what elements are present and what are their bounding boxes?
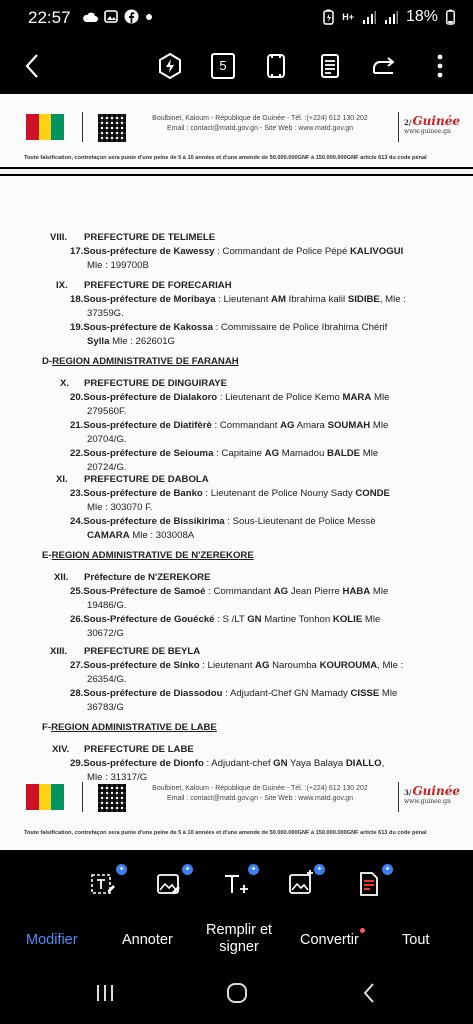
ai-badge-icon: ✦ bbox=[314, 864, 325, 875]
battery-icon bbox=[446, 9, 455, 25]
document-text-run: Sous-préfecture de Kawessy bbox=[83, 246, 215, 257]
document-text-run: 29. bbox=[70, 758, 84, 769]
document-line bbox=[70, 660, 403, 671]
document-text-run: Jean Pierre bbox=[288, 586, 343, 597]
share-icon bbox=[371, 55, 397, 77]
document-line bbox=[87, 628, 124, 639]
document-line bbox=[70, 488, 390, 499]
document-text-run: XIII. bbox=[50, 646, 68, 657]
document-text-run: Sous-préfecture de Bissikirima bbox=[83, 516, 225, 527]
document-text-run: 18. bbox=[70, 294, 84, 305]
document-text-run: 22. bbox=[70, 448, 84, 459]
page-2-footer bbox=[0, 94, 473, 169]
status-time: 22:57 bbox=[28, 8, 71, 27]
home-button[interactable] bbox=[226, 982, 248, 1009]
document-text-run: GN bbox=[247, 614, 262, 625]
document-line bbox=[54, 572, 68, 583]
document-line bbox=[84, 572, 211, 583]
add-image-icon bbox=[287, 870, 315, 898]
add-text-tool[interactable] bbox=[221, 866, 257, 906]
document-text-run: GN bbox=[273, 758, 288, 769]
ai-badge-icon: ✦ bbox=[182, 864, 193, 875]
document-text-run: SOUMAH bbox=[327, 420, 371, 431]
document-text-run: F- bbox=[42, 722, 52, 733]
document-text-run: Martine Tonhon bbox=[261, 614, 333, 625]
dot-icon bbox=[145, 13, 153, 21]
falsification-warning: Toute falsification, contrefaçon sera punie d'une peine de 5 à 10 années et d'une amende de 50.000.000GNF à 150.000.000GNF article 613 du code pénal bbox=[24, 830, 427, 836]
document-line bbox=[70, 392, 389, 403]
page-3-letterhead bbox=[0, 772, 473, 838]
document-line bbox=[84, 280, 232, 291]
document-text-run: 25. bbox=[70, 586, 84, 597]
document-text-run: 37359G. bbox=[87, 308, 124, 319]
document-text-run: : Lieutenant de Police Kemo bbox=[217, 392, 343, 403]
document-text-run: REGION ADMINISTRATIVE DE LABE bbox=[51, 722, 217, 733]
document-text-run: 27. bbox=[70, 660, 84, 671]
document-text-run: D- bbox=[42, 356, 53, 367]
image-edit-icon bbox=[155, 870, 183, 898]
signal-2-icon bbox=[384, 11, 398, 24]
document-text-run: DIALLO bbox=[345, 758, 382, 769]
document-text-run: : Adjudant-chef bbox=[203, 758, 274, 769]
document-line bbox=[70, 322, 387, 333]
document-line bbox=[70, 294, 406, 305]
document-text-run: Sous-préfecture de Dialakoro bbox=[83, 392, 218, 403]
falsification-warning: Toute falsification, contrefaçon sera punie d'une peine de 5 à 10 années et d'une amende de 50.000.000GNF à 150.000.000GNF article 613 du code pénal bbox=[24, 155, 427, 161]
letterhead-contact: Email : contact@matd.gov.gn - Site Web : www.matd.gov.gn bbox=[166, 795, 354, 802]
document-line bbox=[56, 280, 68, 291]
document-text-run: : Lieutenant bbox=[199, 660, 256, 671]
page-count: 5 bbox=[211, 53, 235, 79]
document-line bbox=[87, 600, 126, 611]
nav-back-button[interactable] bbox=[362, 982, 376, 1009]
document-line bbox=[87, 530, 194, 541]
letterhead-address: Boulbinet, Kaloum - République de Guinée - Tél. :(+224) 612 130 202 bbox=[152, 785, 368, 792]
document-text-run: BALDE bbox=[327, 448, 361, 459]
document-text-run: E- bbox=[42, 550, 52, 561]
document-text-run: 19486/G. bbox=[87, 600, 127, 611]
document-text-run: KOLIE bbox=[332, 614, 363, 625]
document-text-run: AM bbox=[271, 294, 286, 305]
document-text-run: , Mle : bbox=[379, 294, 406, 305]
gallery-icon bbox=[104, 10, 118, 23]
document-text-run: 21. bbox=[70, 420, 84, 431]
document-line bbox=[87, 674, 126, 685]
document-text-run: Sous-Préfecture de Samoé bbox=[83, 586, 206, 597]
mode-tabs bbox=[0, 922, 473, 966]
viewer-toolbar bbox=[0, 42, 473, 90]
document-line bbox=[70, 448, 378, 459]
document-text-run: : Capitaine bbox=[213, 448, 265, 459]
document-text-run: PREFECTURE DE BEYLA bbox=[84, 646, 201, 657]
document-line bbox=[70, 614, 380, 625]
document-text-run: VIII. bbox=[50, 232, 68, 243]
document-text-run: CAMARA bbox=[87, 530, 130, 541]
status-bar bbox=[0, 0, 473, 36]
document-text-run: XII. bbox=[54, 572, 69, 583]
document-line bbox=[87, 406, 126, 417]
document-line bbox=[84, 378, 227, 389]
back-icon bbox=[362, 982, 376, 1004]
notification-icons bbox=[82, 9, 153, 24]
ai-badge-icon: ✦ bbox=[382, 864, 393, 875]
document-text-run: Ibrahima kalil bbox=[285, 294, 348, 305]
document-line bbox=[70, 246, 403, 257]
edit-bar bbox=[0, 856, 473, 1024]
notification-dot bbox=[360, 928, 365, 933]
document-text-run: PREFECTURE DE DINGUIRAYE bbox=[84, 378, 228, 389]
guinea-flag-icon bbox=[26, 114, 64, 140]
document-text-run: Naroumba bbox=[269, 660, 320, 671]
document-text-run: Amara bbox=[294, 420, 328, 431]
redact-document-icon bbox=[355, 870, 383, 898]
document-text-run: Mle : 262601G bbox=[109, 336, 176, 347]
ai-badge-icon: ✦ bbox=[248, 864, 259, 875]
document-text-run: XI. bbox=[56, 474, 68, 485]
document-text-run: Mle bbox=[370, 586, 389, 597]
letterhead-contact: Email : contact@matd.gov.gn - Site Web : www.matd.gov.gn bbox=[166, 125, 354, 132]
document-line bbox=[87, 434, 126, 445]
guinea-flag-icon bbox=[26, 784, 64, 810]
document-text-run: : S /LT bbox=[214, 614, 248, 625]
cloud-icon bbox=[82, 11, 98, 23]
document-line bbox=[70, 688, 397, 699]
document-text-run: AG bbox=[255, 660, 270, 671]
document-line bbox=[42, 550, 254, 561]
document-line bbox=[56, 474, 68, 485]
document-line bbox=[70, 516, 376, 527]
document-text-run: Mle : 303008A bbox=[129, 530, 195, 541]
document-line bbox=[87, 462, 126, 473]
guinee-logo: 3/Guinée www.guinee.gn bbox=[404, 784, 460, 805]
chevron-left-icon bbox=[24, 53, 40, 79]
edit-text-tool[interactable] bbox=[89, 866, 125, 906]
document-line bbox=[84, 474, 209, 485]
document-text-run: , Mle : bbox=[377, 660, 404, 671]
hexagon-bolt-icon bbox=[157, 52, 183, 80]
document-text-run: Mle bbox=[362, 614, 381, 625]
document-text-run: Mle bbox=[371, 392, 390, 403]
qr-code-icon bbox=[98, 114, 126, 142]
document-text-run: Mle bbox=[370, 420, 389, 431]
document-line bbox=[60, 378, 69, 389]
text-box-edit-icon bbox=[89, 870, 117, 898]
document-text-run: PREFECTURE DE LABE bbox=[84, 744, 194, 755]
tab-annoter[interactable]: Annoter bbox=[122, 932, 173, 948]
edit-image-tool[interactable] bbox=[155, 866, 191, 906]
recent-apps-button[interactable] bbox=[94, 982, 116, 1009]
document-text-run: MARA bbox=[342, 392, 372, 403]
document-line bbox=[87, 502, 153, 513]
document-text-run: SIDIBE bbox=[347, 294, 380, 305]
tab-remplir-line1: Remplir et bbox=[206, 922, 273, 938]
document-text-run: Yaya Balaya bbox=[287, 758, 346, 769]
signal-icon bbox=[362, 11, 376, 24]
document-line bbox=[87, 336, 175, 347]
document-line bbox=[84, 744, 194, 755]
letterhead-address: Boulbinet, Kaloum - République de Guinée - Tél. :(+224) 612 130 202 bbox=[152, 115, 368, 122]
document-line bbox=[42, 356, 239, 367]
document-text-run: 20. bbox=[70, 392, 84, 403]
document-text-run: PREFECTURE DE TELIMELE bbox=[84, 232, 216, 243]
back-button[interactable] bbox=[14, 48, 50, 84]
system-navigation-bar bbox=[0, 976, 473, 1024]
document-line bbox=[70, 758, 384, 769]
document-text-run: IX. bbox=[56, 280, 68, 291]
add-image-tool[interactable] bbox=[287, 866, 323, 906]
document-text-run: 20704/G. bbox=[87, 434, 127, 445]
document-text-run: : Commandant de Police Pépé bbox=[214, 246, 350, 257]
network-type: H+ bbox=[342, 12, 354, 22]
document-text-run: PREFECTURE DE FORECARIAH bbox=[84, 280, 232, 291]
document-line bbox=[87, 702, 124, 713]
qr-code-icon bbox=[98, 784, 126, 812]
document-text-run: 30672/G bbox=[87, 628, 124, 639]
document-text-run: Sous-préfecture de Sinko bbox=[83, 660, 200, 671]
tab-remplir-line2: signer bbox=[219, 939, 259, 955]
document-line bbox=[84, 646, 200, 657]
document-text-run: Préfecture de N'ZEREKORE bbox=[84, 572, 211, 583]
battery-level: 18% bbox=[405, 8, 438, 25]
document-text-run: PREFECTURE DE DABOLA bbox=[84, 474, 209, 485]
tab-convertir[interactable]: Convertir bbox=[300, 932, 359, 948]
document-text-run: REGION ADMINISTRATIVE DE FARANAH bbox=[52, 356, 239, 367]
ai-badge-icon: ✦ bbox=[116, 864, 127, 875]
document-line bbox=[50, 232, 67, 243]
document-text-run: Sous-Préfecture de Gouécké bbox=[83, 614, 215, 625]
document-text-run: AG bbox=[280, 420, 295, 431]
document-line bbox=[42, 722, 217, 733]
document-text-run: 20724/G. bbox=[87, 462, 127, 473]
tab-remplir-et-signer[interactable] bbox=[206, 922, 272, 956]
document-lines-icon bbox=[320, 53, 340, 79]
document-line bbox=[87, 308, 124, 319]
document-text-run: 26354/G. bbox=[87, 674, 127, 685]
document-text-run: Sylla bbox=[87, 336, 110, 347]
document-text-run: REGION ADMINISTRATIVE DE N'ZEREKORE bbox=[51, 550, 254, 561]
page-3 bbox=[0, 174, 473, 850]
document-text-run: Sous-préfecture de Diatifèrè bbox=[83, 420, 212, 431]
home-icon bbox=[226, 982, 248, 1004]
document-text-run: KALIVOGUI bbox=[349, 246, 404, 257]
document-text-run: HABA bbox=[342, 586, 371, 597]
document-text-run: AG bbox=[264, 448, 280, 459]
document-text-run: : Commandant bbox=[205, 586, 274, 597]
document-text-run: : Lieutenant de Police Nouny Sady bbox=[202, 488, 356, 499]
share-button[interactable] bbox=[366, 48, 402, 84]
document-text-run: 17. bbox=[70, 246, 84, 257]
document-text-run: : Commandant bbox=[211, 420, 281, 431]
document-text-run: AG bbox=[273, 586, 289, 597]
document-text-run: 24. bbox=[70, 516, 84, 527]
document-text-run: 28. bbox=[70, 688, 84, 699]
document-line bbox=[50, 646, 67, 657]
document-text-run: Sous-préfecture de Diassodou bbox=[83, 688, 223, 699]
document-line bbox=[70, 420, 388, 431]
document-text-run: Mle : 199700B bbox=[87, 260, 149, 271]
ai-assist-button[interactable] bbox=[152, 48, 188, 84]
document-line bbox=[84, 232, 215, 243]
document-text-run: KOUROUMA bbox=[319, 660, 378, 671]
more-options-button[interactable] bbox=[422, 48, 458, 84]
page-number: 2/ bbox=[404, 118, 412, 127]
document-text-run: 36783/G bbox=[87, 702, 124, 713]
document-text-run: , bbox=[381, 758, 385, 769]
more-vertical-icon bbox=[437, 54, 443, 78]
document-text-run: Sous-préfecture de Dionfo bbox=[83, 758, 204, 769]
document-line bbox=[87, 260, 149, 271]
document-line bbox=[70, 586, 388, 597]
document-text-run: CISSE bbox=[350, 688, 380, 699]
document-text-run: Sous-préfecture de Moribaya bbox=[83, 294, 216, 305]
document-text-run: Mle : 303070 F. bbox=[87, 502, 153, 513]
document-line bbox=[52, 744, 69, 755]
tab-tout[interactable]: Tout bbox=[402, 932, 430, 948]
page-count-button[interactable] bbox=[205, 48, 241, 84]
document-text-run: : Lieutenant bbox=[215, 294, 272, 305]
document-text-run: CONDE bbox=[355, 488, 390, 499]
document-text-run: 19. bbox=[70, 322, 84, 333]
document-text-run: Sous-préfecture de Kakossa bbox=[83, 322, 213, 333]
battery-saver-icon bbox=[323, 9, 334, 25]
document-text-run: Mle bbox=[360, 448, 379, 459]
page-number: 3/ bbox=[404, 788, 412, 797]
fit-frame-icon bbox=[266, 53, 286, 79]
document-text-run: 279560F. bbox=[87, 406, 127, 417]
recent-apps-icon bbox=[94, 982, 116, 1004]
fit-page-button[interactable] bbox=[258, 48, 294, 84]
document-text-run: Mle bbox=[379, 688, 398, 699]
edit-tools bbox=[0, 866, 473, 908]
document-text-run: Sous-préfecture de Banko bbox=[83, 488, 203, 499]
document-text-run: : Adjudant-Chef GN Mamady bbox=[222, 688, 351, 699]
reading-mode-button[interactable] bbox=[312, 48, 348, 84]
document-text-run: Sous-préfecture de Seiouma bbox=[83, 448, 214, 459]
document-text-run: XIV. bbox=[52, 744, 70, 755]
system-indicators bbox=[323, 8, 455, 26]
document-viewer[interactable] bbox=[0, 94, 473, 850]
document-text-run: 26. bbox=[70, 614, 84, 625]
document-text-run: Mamadou bbox=[279, 448, 328, 459]
redact-tool[interactable] bbox=[355, 866, 391, 906]
add-text-icon bbox=[221, 870, 249, 898]
tab-modifier[interactable]: Modifier bbox=[26, 932, 78, 948]
facebook-icon bbox=[124, 9, 139, 24]
document-text-run: : Commissaire de Police Ibrahima Chérif bbox=[212, 322, 388, 333]
document-text-run: 23. bbox=[70, 488, 84, 499]
document-text-run: Mle : 31317/G bbox=[87, 772, 148, 783]
document-text-run: X. bbox=[60, 378, 70, 389]
document-text-run: : Sous-Lieutenant de Police Messè bbox=[224, 516, 376, 527]
guinee-logo: 2/Guinée www.guinee.gn bbox=[404, 114, 460, 135]
